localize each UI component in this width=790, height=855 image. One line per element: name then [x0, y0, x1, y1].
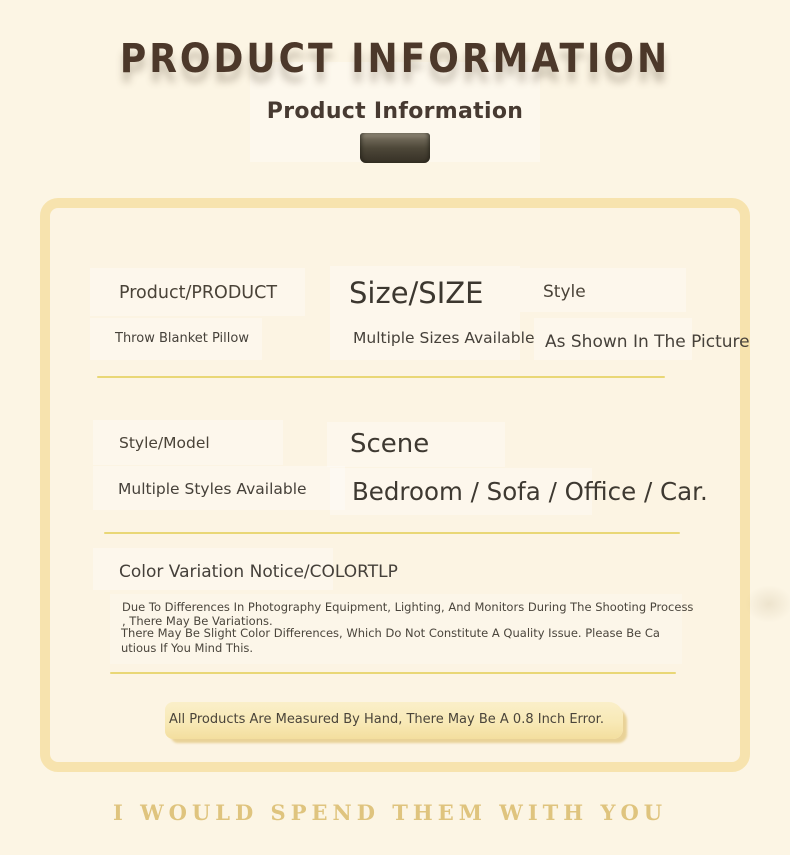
notice-heading: Color Variation Notice/COLORTLP [119, 562, 398, 582]
field-value-product: Throw Blanket Pillow [115, 331, 249, 346]
page-subtitle: Product Information [266, 99, 524, 124]
field-label-size: Size/SIZE [349, 276, 484, 310]
field-value-style-model: Multiple Styles Available [118, 480, 307, 498]
field-label-product: Product/PRODUCT [119, 283, 278, 303]
field-value-style: As Shown In The Picture [545, 332, 750, 352]
field-label-scene: Scene [350, 429, 430, 459]
notice-line: There May Be Slight Color Differences, Which Do Not Constitute A Quality Issue. Please Be Ca [121, 626, 660, 640]
edge-smudge [745, 585, 790, 623]
field-value-size: Multiple Sizes Available [353, 329, 535, 347]
notice-line: utious If You Mind This. [121, 641, 254, 655]
divider [97, 376, 665, 378]
field-label-style: Style [543, 282, 586, 302]
notice-line: Due To Differences In Photography Equipment, Lighting, And Monitors During The Shooting Process [122, 600, 694, 614]
footer-tagline: I WOULD SPEND THEM WITH YOU [112, 800, 668, 825]
blanket-photo [360, 133, 430, 163]
page-title: PRODUCT INFORMATION [119, 36, 671, 82]
measurement-note-text: All Products Are Measured By Hand, There May Be A 0.8 Inch Error. [169, 712, 604, 727]
divider [104, 532, 680, 534]
field-value-scene: Bedroom / Sofa / Office / Car. [352, 477, 708, 506]
divider [110, 672, 676, 674]
notice-line: , There May Be Variations. [122, 614, 273, 628]
field-label-style-model: Style/Model [119, 434, 210, 452]
